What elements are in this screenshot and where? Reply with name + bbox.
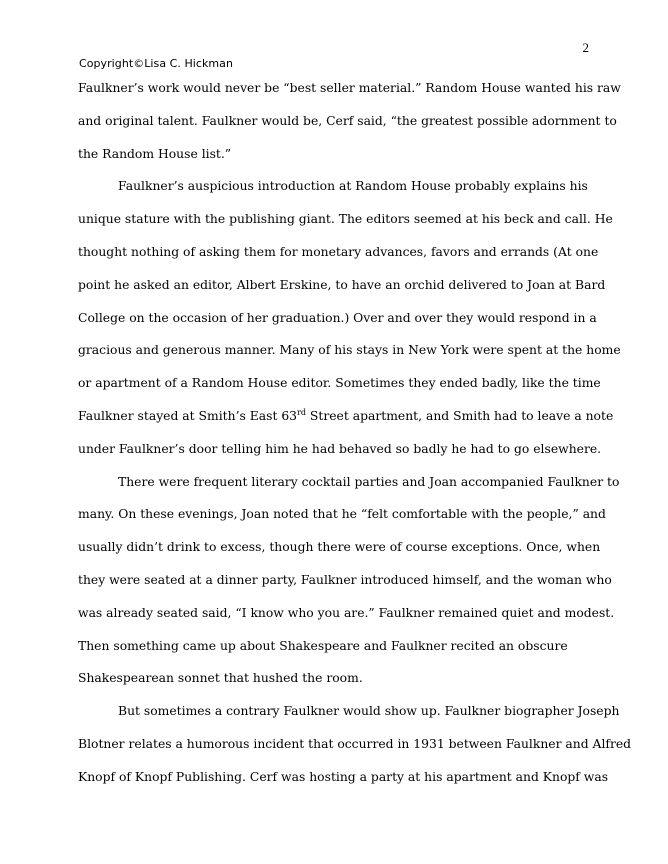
body-text bbox=[78, 72, 632, 794]
paragraph-start-line: Faulkner’s auspicious introduction at Random House probably explains his bbox=[118, 179, 588, 194]
text-line: and original talent. Faulkner would be, Cerf said, “the greatest possible adornment to bbox=[78, 113, 617, 128]
text-line: Knopf of Knopf Publishing. Cerf was hosting a party at his apartment and Knopf was bbox=[78, 769, 609, 784]
text-line: usually didn’t drink to excess, though there were of course exceptions. Once, when bbox=[78, 540, 601, 555]
paragraph-start-line: But sometimes a contrary Faulkner would show up. Faulkner biographer Joseph bbox=[118, 704, 620, 719]
text-line: or apartment of a Random House editor. Sometimes they ended badly, like the time bbox=[78, 376, 601, 391]
text-line: point he asked an editor, Albert Erskine, to have an orchid delivered to Joan at Bard bbox=[78, 277, 606, 292]
text-line: many. On these evenings, Joan noted that he “felt comfortable with the people,” and bbox=[78, 507, 606, 522]
text-line: thought nothing of asking them for monetary advances, favors and errands (At one bbox=[78, 244, 599, 259]
copyright-header: Copyright©Lisa C. Hickman bbox=[79, 57, 233, 70]
paragraph-start-line: There were frequent literary cocktail parties and Joan accompanied Faulkner to bbox=[118, 474, 620, 489]
text-line: Blotner relates a humorous incident that occurred in 1931 between Faulkner and Alfred bbox=[78, 736, 632, 751]
text-line: the Random House list.” bbox=[78, 146, 232, 161]
text-segment: Street apartment, and Smith had to leave a note bbox=[306, 408, 614, 423]
text-line: Then something came up about Shakespeare and Faulkner recited an obscure bbox=[78, 638, 568, 653]
text-line: was already seated said, “I know who you are.” Faulkner remained quiet and modest. bbox=[78, 605, 615, 620]
text-line: they were seated at a dinner party, Faulkner introduced himself, and the woman who bbox=[78, 572, 612, 587]
ordinal-superscript: rd bbox=[297, 407, 306, 417]
text-line: Faulkner’s work would never be “best seller material.” Random House wanted his raw bbox=[78, 81, 621, 95]
text-line: gracious and generous manner. Many of his stays in New York were spent at the home bbox=[78, 343, 621, 358]
text-line: College on the occasion of her graduation.) Over and over they would respond in a bbox=[78, 310, 597, 325]
text-line bbox=[78, 400, 614, 433]
text-line: Shakespearean sonnet that hushed the room. bbox=[78, 671, 363, 686]
page-number: 2 bbox=[582, 40, 589, 55]
text-segment: Faulkner stayed at Smith’s East 63 bbox=[78, 408, 298, 423]
text-line: unique stature with the publishing giant. The editors seemed at his beck and call. He bbox=[78, 212, 613, 227]
text-line: under Faulkner’s door telling him he had behaved so badly he had to go elsewhere. bbox=[78, 441, 602, 456]
